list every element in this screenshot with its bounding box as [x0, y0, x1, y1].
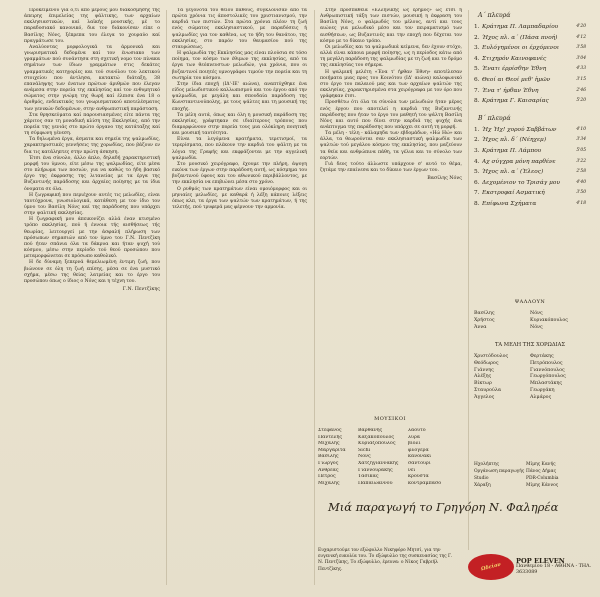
choir-member-name: Πετρόπουλος: [530, 360, 563, 366]
track-number: 7.: [474, 190, 480, 197]
essay-paragraph: Η ψαλμωδία της Εκκλησίας μας είναι πλούσια σε τόσο ποίημα, τον κόσμο των έθιμων της εκκλησίας, από τα έργα των θεόπνευστων μελωδών, για χρόνια, που οι βυζαντινοί ποιητές υμνογράφοι τιμούν την πορεία και τη σωτηρία του κόσμου.: [172, 51, 307, 81]
musicians-heading: ΜΟΥΣΙΚΟΙ: [374, 416, 406, 422]
musician-last-name: Βαρθάνης: [358, 428, 383, 433]
essay-paragraph: Η ζωγραφική μου άπεικονίζει αλλά έναν κτισμένο τρόπο εκκλησίας, πού ή έννοια τής αισθήσεως τής θεωρίας, λειτουργεί με την άσφαλή πλήρωση των πρόσωπων σημασιών από τον ύμνο του Γ.Ν. Πεντζίκη πού ήταν σπάνια όλα τα δάκρυα και ήταν ψυχή τού κόσμου, μέσω στην περίοδο τού θεού προσώπου που μεταμορφώνεται σε πρόσωπο καθολικό.: [24, 217, 160, 260]
musician-instrument: κανονάκι: [408, 454, 432, 460]
choir-member-name: Γιαννόπουλος: [530, 367, 565, 373]
acknowledgement-footnote: Ευχαριστούμε τον εξώφυλλο Νικηφόρο Μητσί, για την ευγενική ευκολία του. Το εξώφυλλο της συσκευασίας της Γ. Ν. Πεντζίκης, Το εξώφυλλο, έρευνα: ο Νίκος Γαβριήλ Πεντζίκης.: [318, 548, 453, 572]
choir-member-name: Βίκτωρ: [474, 381, 492, 387]
side-a-heading: Α΄ πλευρά: [478, 12, 511, 19]
track-number: 5.: [474, 169, 480, 176]
track-duration: 5'05: [576, 147, 586, 153]
essay-column-2: [172, 8, 307, 308]
track-title: Ένα τ' ήρθαν Έθνη: [482, 87, 539, 94]
track-item: [474, 157, 586, 168]
essay-column-3: [320, 8, 462, 328]
track-duration: 4'33: [576, 66, 586, 72]
side-b-heading: Β΄ πλευρά: [478, 114, 511, 122]
side-a-tracks: [474, 22, 586, 107]
track-item: [474, 135, 586, 146]
track-item: [474, 22, 586, 33]
record-label-name: POP ELEVEN: [516, 557, 565, 565]
essay-paragraph: Τα δηλωμένα έργα, άσματα και σημεία της ψαλμωδίας, χαρακτηριστικές γεννήσεις της χορωδίας, που βάζουν εν δια τις κατάληπτες στην πρώτη άσκηση.: [24, 137, 160, 155]
track-duration: 5'20: [576, 98, 586, 104]
record-label-logo: [468, 554, 514, 580]
production-credits-grid: [474, 462, 586, 488]
track-number: 1.: [474, 126, 480, 133]
musician-first-name: Παντελής: [318, 434, 343, 440]
track-title: Ένατι έρρίσθην Έθνη: [482, 66, 547, 73]
musician-last-name: Παπαϊωάννου: [358, 480, 393, 486]
chanter-name: Βασίλης: [474, 311, 495, 316]
record-label-address: Πανθεμίου 18 - ΑΘΗΝΑ - ΤΗΛ. 3633089: [516, 564, 592, 575]
essay-signature: Βασίλης Νόνς: [427, 176, 462, 182]
choir-grid: [474, 354, 586, 400]
choir-member-name: Γεωργόπουλος: [530, 374, 566, 380]
track-item: [474, 96, 586, 107]
track-item: [474, 33, 586, 44]
musician-last-name: Γιαννουράκης: [358, 467, 393, 473]
track-number: 8.: [474, 98, 480, 105]
track-duration: 3'15: [576, 76, 586, 82]
credit-name: Μίμης Κανής: [526, 462, 556, 467]
track-title: Ευλόγημένοι οι έρχόμενοι: [482, 45, 560, 52]
musician-first-name: Γιώργος: [318, 460, 339, 466]
track-duration: 4'20: [576, 24, 586, 29]
essay-paragraph: Προκειμένου για ό,τι από μέρους μου διακόσμησης της άπειρης έπιμελείας της ψάλτικης, των αρχαίων εκκλησιαστικών, καί λαϊκής μουσικής, μέ το παραδοσιακό κανονικό, δια τον διάκονίσαν είπε ο Βασίλης Νόνς, ξέπρεπα του έλεγα το χουραύο καί πραγμάτωσε του.: [24, 8, 160, 44]
musician-instrument: φλογέρα: [408, 447, 429, 453]
choir-heading: ΤΑ ΜΕΛΗ ΤΗΣ ΧΟΡΩΔΙΑΣ: [494, 342, 566, 348]
track-item: [474, 86, 586, 97]
chanters-heading: ΨΑΛΛΟΥΝ: [514, 299, 546, 305]
musician-first-name: Στέφανος: [318, 428, 342, 433]
track-title: Κράτημα Π. Λαμπαδαρίου: [482, 24, 559, 30]
track-number: 3.: [474, 45, 480, 52]
essay-paragraph: Προσθέτω ότι όλα τα σύνολα των μελωδιών ήταν μέρος ενός έργου που αποτελεί η καρδιά της Βυζαντινής παράδοσης που ήταν το έργο του μαθητή του ψάλτη Βασίλη Νόνς και αυτό που δίνει στην καρδιά της ψυχής ένα ανάπτυγμα της παράδοσης που υπάρχει σε αυτή τη μορφή.: [320, 100, 462, 130]
production-credits: [474, 462, 586, 498]
track-number: 3.: [474, 147, 480, 154]
track-number: 1.: [474, 24, 480, 30]
track-duration: 4'12: [576, 34, 586, 40]
chanter-name: Νόνς: [530, 311, 543, 316]
essay-paragraph: Γιά δεος τούτο άλλωστε υπάρχουν σ' αυτό το θέμα, ζητάμε την επαίνεσα και το δίκαιο των έργων του.: [320, 161, 462, 174]
track-item: [474, 54, 586, 65]
track-item: [474, 64, 586, 75]
track-number: 4.: [474, 55, 480, 62]
choir-member-name: Μπλαστάκης: [530, 381, 563, 387]
chanter-name: Χρήστος: [474, 318, 495, 323]
track-number: 5.: [474, 66, 480, 73]
track-title: Θεοί αι Θεοί μεθ' ἡμῶν: [482, 76, 551, 83]
choir-member-name: Αλμάρος: [530, 394, 552, 400]
track-list: [474, 12, 586, 210]
track-number: 4.: [474, 158, 480, 165]
track-title: Ήχος πλ. α΄ (Έλεος): [482, 169, 544, 176]
musician-first-name: Πέτρος: [318, 474, 336, 480]
choir-member-name: Γεωργάκη: [530, 387, 555, 393]
essay-paragraph: Είναι τα λεγόμενα κρατήματα, τερετισμοί, τα τερερίσματα, που πλέκουν την καρδιά του ψάλτη με τα λόγια της Γραφής και εκφράζονται με την αγγελική ψαλμωδία.: [172, 137, 307, 161]
musician-first-name: Βασίλης: [318, 454, 339, 460]
column-divider: [468, 10, 469, 550]
essay-paragraph: Τα μέλη αυτά, όπως και όλη η μουσική παράδοση της εκκλησίας, γράφτηκαν σε ιδιαίτερους τρόπους που διαμορφώνουν στην πορεία τους μια ολόκληρη ποιητική και μουσική ταυτότητα.: [172, 112, 307, 137]
musician-last-name: Νόνς: [358, 454, 371, 460]
essay-paragraph: Στα θρησκεύματα καί παρουσιασμένες είτε πάντα της χάριτος σαν τη μοναδική κλίση της Εκκλησίας, από την πορεία της γενιάς στο πρώτο όργανο της κατάταξης καί τη σύμφωνη γένεση.: [24, 112, 160, 137]
choir-member-name: Χριστόδουλος: [474, 354, 509, 359]
essay-paragraph: Αναλύοντας μορφολογικά τα άρμονικά και γνωρισματικά δεδομένα καί τον ένωσιακο των γραμμάτων πού συνάντησα στη σχετική νομο τον πίνακα σημάτων των ίδιων γραμμάτων στις δεκάτες γραμματικές κατηγορίες και τού συνόλου του λεκτικού στοιχείου που άντλησα, κατακτώ διάταξη, 38 επανάληψης των ένατων πρώτων άριθμών που έλεγαν ανάμεσα στην πορεία της εκκλησίας καί τον ενθυμητικό σώματος στην γνώμη της θωρή καί έλπισα ένα 18 ο άριθμός, ενδεικτικός του γνωρισματικού αποτελέσματος των γενικών δεδομένων, στην ανθρωπιστική παράσταση.: [24, 44, 160, 112]
track-duration: 3'04: [576, 55, 586, 61]
chanter-name: Νόνς: [530, 325, 543, 330]
musician-first-name: Άνθρεας: [318, 467, 339, 473]
credit-role: Χάραξη: [474, 483, 491, 488]
production-line: Μιά παραγωγή το Γρηγόρη Ν. Φαληρέα: [328, 500, 559, 514]
track-title: Ήχ Ήχ! χορού Σαββάτων: [482, 126, 557, 133]
musician-last-name: Τασίκας: [358, 474, 379, 480]
essay-signature: Γ.Ν. Πεντζίκης: [122, 287, 160, 293]
musician-last-name: Κυριαζόπουλος: [358, 441, 396, 447]
essay-column-1: [24, 8, 160, 584]
track-number: 2.: [474, 34, 480, 41]
track-title: Δεχομένιον το Τρισάγ μου: [482, 179, 560, 186]
track-number: 6.: [474, 179, 480, 186]
track-duration: 3'22: [576, 158, 586, 164]
side-b-tracks: [474, 125, 586, 210]
credit-name: Πάνος Δήμας: [526, 469, 557, 474]
track-duration: 3'58: [576, 45, 586, 51]
credit-name: PDR-Columbia: [526, 476, 559, 481]
track-item: [474, 146, 586, 157]
musician-instrument: βιολί: [408, 441, 421, 447]
record-label-logo-text: Ωδείον: [480, 561, 502, 573]
chanters-credits: [474, 299, 586, 400]
choir-member-name: Φερτάκης: [530, 354, 554, 359]
track-title: Στιχηρόν Καινοφανές: [482, 55, 547, 62]
chanter-name: Άννα: [474, 325, 487, 330]
choir-member-name: Αλέξης: [474, 374, 492, 380]
musician-instrument: λαούτο: [408, 428, 426, 433]
track-number: 6.: [474, 76, 480, 83]
musician-instrument: λύρα: [408, 434, 421, 440]
musician-last-name: Χατζηγιαννάκης: [358, 460, 399, 466]
record-label-info: [516, 558, 596, 576]
track-duration: 4'18: [576, 200, 586, 206]
track-title: Εκστροφαί Ασματική: [482, 190, 545, 197]
musician-first-name: Μιχάλης: [318, 441, 340, 447]
essay-paragraph: Στην ίδια εποχή (ΙΔ'-ΙΕ' αιώνα), αναπτύχθηκε ένα είδος μελωδιστικού καλλωπισμού και του έργου από την ψαλμωδία, με μεγάλη και σπουδαία παράδοση της Κωνσταντινούπολης, με τους ψάλτες και τη μουσική της εποχής.: [172, 81, 307, 112]
essay-paragraph: Τα γεγονότα του θείου πάθους, συγκλόνισαν από τα πρώτα χρόνια τις άποστολικές του χριστιανισμού, την καρδιά των πιστών. Στα πρώτα χρόνια πλέον τη ζωή ενός σώματος εκκλησιαστικού, με παραδόσεις ή ψαλμωδίες για τον καθένα, ως το ήδη του θανάτου, της εκκλησίας, στο παρόν του θαυμασίου πού της σταυρώσεως.: [172, 8, 307, 50]
choir-member-name: Σταυρούλα: [474, 387, 502, 393]
musician-instrument: κοντραμπάσο: [408, 480, 442, 486]
credit-role: Ηχολήπτης: [474, 462, 499, 467]
track-duration: 3'34: [576, 137, 586, 143]
choir-member-name: Θεόδωρος: [474, 360, 499, 366]
track-number: 7.: [474, 87, 480, 94]
essay-paragraph: Τα μέλη - τέλη - κάλαμηδα των εβδομάδων, «Ηώ Ηώ» και άλλα, τα θεωρούνται σαν εκκλησιαστική ψαλμωδία των ψαλτών τού μεγάλου κόσμου της εκκλησίας, που μαζεύουν τα θεία και ανθρώπινα πάθη, τα γέλια και το σύνολο των εορτών.: [320, 131, 462, 161]
track-item: [474, 125, 586, 136]
essay-paragraph: Έτσι ένα σύνολο, άλλο άπλο, δηλαδή χαρακτηριστική μορφή του ύμνου, είτε μέσω της ψαλμωδίας, είτε μέσα στο πλήρωμα των ποσιών, για να καθώς το ήδη βασικό έργο της έκφρασης της λιτανείας με τα έργα της Βυζαντινής παράδοσης και άρχαίες ποίησης με τα ίδια όνοματα σε όλα.: [24, 155, 160, 192]
track-duration: 2'46: [576, 87, 586, 93]
essay-paragraph: Στο μουσικό χειρόγραφο, έχουμε την πλήρη, άψογη εικόνα των έργων στην παράδοση αυτή, ως κόσμημα του βυζαντινού ύφους και του αθωνικού περιβάλλοντος, με την εκκλησία να επιβιώνει μέσα στο χρόνο.: [172, 161, 307, 186]
track-duration: 3'50: [576, 190, 586, 196]
track-title: Κράτημα Π. Λάμπου: [482, 147, 542, 154]
track-title: Κράτημα Γ. Καισαρίας: [482, 98, 549, 105]
track-item: [474, 178, 586, 189]
chanters-grid: [474, 311, 586, 332]
musician-instrument: νέι: [408, 467, 416, 473]
essay-paragraph: Ο ρυθμός των κρατημάτων είναι ομοιόμορφος και οι μηνιαίες μελωδίες, με καθαρά ή λέξη κάποιες λέξεις όπως κλπ, τα έργα των ψαλτών των κρατημάτων, ή της τελετής, πού τρυφερά μας φέρνουν την αρμονία.: [172, 186, 307, 210]
musician-first-name: Μαργαρίτα: [318, 447, 346, 453]
credit-role: Οργάνωση παραγωγής: [474, 469, 525, 474]
essay-paragraph: Στην προσπάθεια «Ελληνικής ως έρημος» ως έτσι η Ανθρωπιστική τάξη των πιστών, μουσική η έκφραση του Βασίλη Νόνς, ο ψαλμωδός του μέλους, αντί και τους αιώνες για μελωδικό μέσο και τον πειραματισμό των αισθήσεων, ως Βυζαντινές και την εποχή που δέχεται τον κόσμο με το δίκαιο τρόπο.: [320, 8, 462, 44]
track-item: [474, 43, 586, 54]
track-duration: 2'58: [576, 169, 586, 175]
track-item: [474, 199, 586, 210]
musician-last-name: Sichi: [358, 447, 371, 453]
musicians-credits: [318, 416, 462, 486]
track-number: 8.: [474, 200, 480, 207]
track-item: [474, 188, 586, 199]
musician-first-name: Μιχάλης: [318, 480, 340, 486]
musicians-grid: [318, 428, 462, 486]
track-item: [474, 167, 586, 178]
musician-instrument: σαντούρι: [408, 460, 431, 466]
track-title: Αχ σύγχρα μόνη παρθένε: [482, 158, 556, 165]
credit-name: Μίμης Κάννος: [526, 483, 559, 488]
track-item: [474, 75, 586, 86]
choir-member-name: Άγγελος: [474, 394, 495, 400]
essay-paragraph: Η ψαλμική μελέτη «Ένα τ' ήρθαν Έθνη» αποτέλεσαν ποιήματα μιας προς του Κοινότου (ΙΔ' αιώνα) καλοφωνικό στο έργο του παλαιού μας και των αρχαίων ψαλτών της εκκλησίας, χαρακτηρισμένα στα χειρόγραφα με τον όρο που γράφηκαν έτσι.: [320, 69, 462, 100]
essay-paragraph: Η ζωγραφική που περιέχουν αυτές τις μελωδίες, είναι ταυτόχρονα, γνωσιολογικά, κατάθεση με τον ίδιο τον ύμνο του Βασίλη Νόνς καί της παράδοσης που υπάρχει στην ψαλτική εκκλησίας.: [24, 192, 160, 217]
essay-paragraph: Η δε δύναμη ξεπερνά θεμελιωμένη έντιμη ζωή, που βιώνουν σε όλη τη ζωή επίσης, μέσα σε ένα μυστικό σχήμα, μέσω της θείας λατρείας και το έργο του προσώπου όπως ο ίδιος ο Νόνς και η τέχνη του.: [24, 260, 160, 284]
track-duration: 4'40: [576, 179, 586, 185]
track-title: Ήχος πλ. α΄ (Πάσα πνοή): [482, 34, 558, 41]
track-duration: 4'10: [576, 126, 586, 132]
chanter-name: Κυριακόπουλος: [530, 318, 568, 323]
musician-last-name: Καζάκόπουλος: [358, 434, 395, 440]
track-title: Επίφωνα Σχήματα: [482, 200, 537, 207]
essay-paragraph: Οι μελωδίες και τα ψαλμωδικά κείμενα, δεν έχουν στόχο, αλλά είναι κάποια μορφή ποίησης, ως η περίοδος κάτω από τη μεγάλη παράδοση της ψαλμωδίας με τη ζωή και το δρόμο της εκκλησίας του σήμερα.: [320, 44, 462, 69]
column-divider: [314, 10, 315, 585]
track-number: 2.: [474, 137, 480, 144]
column-divider: [166, 10, 167, 585]
track-title: Ήχος πλ. δ΄ (Νέηχεμ): [482, 137, 547, 144]
credit-role: Studio: [474, 476, 489, 481]
choir-member-name: Γιάννης: [474, 367, 494, 373]
musician-instrument: κρουστά: [408, 474, 429, 480]
